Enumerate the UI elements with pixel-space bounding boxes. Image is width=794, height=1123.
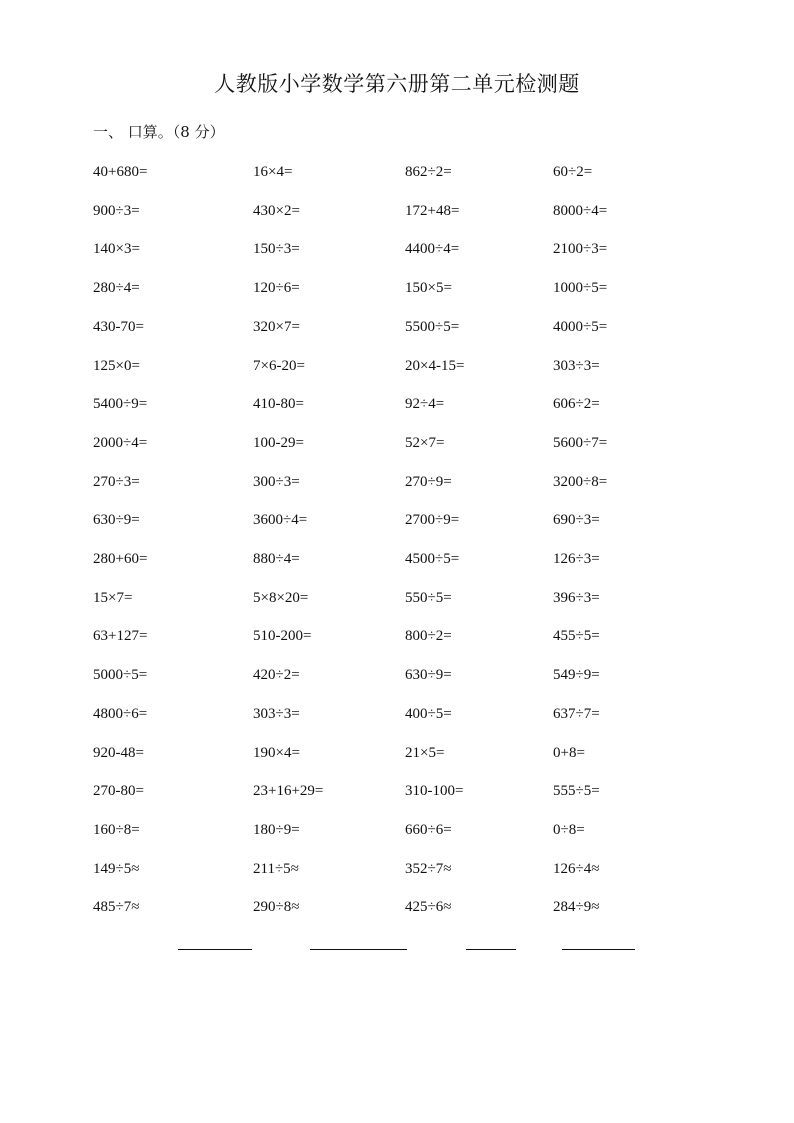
- arithmetic-problem: 190×4=: [253, 745, 300, 761]
- arithmetic-problem: 303÷3=: [253, 706, 300, 722]
- problem-row: [0, 706, 794, 728]
- arithmetic-problem: 5600÷7=: [553, 435, 608, 451]
- problem-row: [0, 822, 794, 844]
- arithmetic-problem: 410-80=: [253, 396, 304, 412]
- arithmetic-problem: 510-200=: [253, 628, 312, 644]
- arithmetic-problem: 150÷3=: [253, 241, 300, 257]
- arithmetic-problem: 455÷5=: [553, 628, 600, 644]
- problem-row: [0, 358, 794, 380]
- arithmetic-problem: 303÷3=: [553, 358, 600, 374]
- problem-row: [0, 551, 794, 573]
- arithmetic-problem: 900÷3=: [93, 203, 140, 219]
- answer-blank: [310, 949, 407, 950]
- arithmetic-problem: 430×2=: [253, 203, 300, 219]
- arithmetic-problem: 3200÷8=: [553, 474, 608, 490]
- arithmetic-problem: 4800÷6=: [93, 706, 148, 722]
- arithmetic-problem: 149÷5≈: [93, 861, 140, 877]
- answer-blank: [562, 949, 635, 950]
- arithmetic-problem: 425÷6≈: [405, 899, 452, 915]
- problem-row: [0, 474, 794, 496]
- arithmetic-problem: 1000÷5=: [553, 280, 608, 296]
- arithmetic-problem: 270-80=: [93, 783, 144, 799]
- arithmetic-problem: 7×6-20=: [253, 358, 305, 374]
- arithmetic-problem: 300÷3=: [253, 474, 300, 490]
- arithmetic-problem: 2700÷9=: [405, 512, 460, 528]
- arithmetic-problem: 606÷2=: [553, 396, 600, 412]
- problem-row: [0, 280, 794, 302]
- arithmetic-problem: 270÷3=: [93, 474, 140, 490]
- arithmetic-problem: 140×3=: [93, 241, 140, 257]
- arithmetic-problem: 280+60=: [93, 551, 148, 567]
- arithmetic-problem: 555÷5=: [553, 783, 600, 799]
- answer-blank: [178, 949, 252, 950]
- arithmetic-problem: 63+127=: [93, 628, 148, 644]
- arithmetic-problem: 880÷4=: [253, 551, 300, 567]
- arithmetic-problem: 5500÷5=: [405, 319, 460, 335]
- problem-row: [0, 783, 794, 805]
- problem-row: [0, 745, 794, 767]
- arithmetic-problem: 630÷9=: [405, 667, 452, 683]
- arithmetic-problem: 920-48=: [93, 745, 144, 761]
- arithmetic-problem: 4400÷4=: [405, 241, 460, 257]
- arithmetic-problem: 630÷9=: [93, 512, 140, 528]
- problem-row: [0, 628, 794, 650]
- arithmetic-problem: 549÷9=: [553, 667, 600, 683]
- arithmetic-problem: 8000÷4=: [553, 203, 608, 219]
- arithmetic-problem: 2000÷4=: [93, 435, 148, 451]
- problem-row: [0, 899, 794, 921]
- arithmetic-problem: 60÷2=: [553, 164, 593, 180]
- problem-row: [0, 203, 794, 225]
- arithmetic-problem: 660÷6=: [405, 822, 452, 838]
- arithmetic-problem: 23+16+29=: [253, 783, 324, 799]
- page-title: 人教版小学数学第六册第二单元检测题: [214, 72, 580, 96]
- arithmetic-problem: 320×7=: [253, 319, 300, 335]
- arithmetic-problem: 5000÷5=: [93, 667, 148, 683]
- arithmetic-problem: 637÷7=: [553, 706, 600, 722]
- arithmetic-problem: 126÷4≈: [553, 861, 600, 877]
- arithmetic-problem: 290÷8≈: [253, 899, 300, 915]
- arithmetic-problem: 862÷2=: [405, 164, 452, 180]
- arithmetic-problem: 284÷9≈: [553, 899, 600, 915]
- arithmetic-problem: 690÷3=: [553, 512, 600, 528]
- arithmetic-problem: 5×8×20=: [253, 590, 309, 606]
- arithmetic-problem: 120÷6=: [253, 280, 300, 296]
- arithmetic-problem: 800÷2=: [405, 628, 452, 644]
- problem-row: [0, 512, 794, 534]
- arithmetic-problem: 180÷9=: [253, 822, 300, 838]
- arithmetic-problem: 126÷3=: [553, 551, 600, 567]
- arithmetic-problem: 16×4=: [253, 164, 293, 180]
- arithmetic-problem: 270÷9=: [405, 474, 452, 490]
- arithmetic-problem: 125×0=: [93, 358, 140, 374]
- arithmetic-problem: 280÷4=: [93, 280, 140, 296]
- problem-row: [0, 861, 794, 883]
- arithmetic-problem: 396÷3=: [553, 590, 600, 606]
- problem-row: [0, 164, 794, 186]
- arithmetic-problem: 4000÷5=: [553, 319, 608, 335]
- arithmetic-problem: 0÷8=: [553, 822, 585, 838]
- arithmetic-problem: 352÷7≈: [405, 861, 452, 877]
- arithmetic-problem: 100-29=: [253, 435, 304, 451]
- arithmetic-problem: 20×4-15=: [405, 358, 465, 374]
- problem-row: [0, 241, 794, 263]
- arithmetic-problem: 0+8=: [553, 745, 585, 761]
- arithmetic-problem: 40+680=: [93, 164, 148, 180]
- arithmetic-problem: 3600÷4=: [253, 512, 308, 528]
- problem-row: [0, 396, 794, 418]
- answer-blank: [466, 949, 516, 950]
- arithmetic-problem: 21×5=: [405, 745, 445, 761]
- problem-row: [0, 667, 794, 689]
- arithmetic-problem: 485÷7≈: [93, 899, 140, 915]
- arithmetic-problem: 310-100=: [405, 783, 464, 799]
- problem-row: [0, 319, 794, 341]
- arithmetic-problem: 150×5=: [405, 280, 452, 296]
- problem-row: [0, 590, 794, 612]
- arithmetic-problem: 420÷2=: [253, 667, 300, 683]
- arithmetic-problem: 400÷5=: [405, 706, 452, 722]
- arithmetic-problem: 211÷5≈: [253, 861, 299, 877]
- section-heading: 一、 口算。（8 分）: [93, 123, 225, 141]
- arithmetic-problem: 2100÷3=: [553, 241, 608, 257]
- arithmetic-problem: 52×7=: [405, 435, 445, 451]
- arithmetic-problem: 550÷5=: [405, 590, 452, 606]
- arithmetic-problem: 172+48=: [405, 203, 460, 219]
- arithmetic-problem: 160÷8=: [93, 822, 140, 838]
- arithmetic-problem: 15×7=: [93, 590, 133, 606]
- arithmetic-problem: 430-70=: [93, 319, 144, 335]
- problem-row: [0, 435, 794, 457]
- arithmetic-problem: 5400÷9=: [93, 396, 148, 412]
- arithmetic-problem: 4500÷5=: [405, 551, 460, 567]
- arithmetic-problem: 92÷4=: [405, 396, 445, 412]
